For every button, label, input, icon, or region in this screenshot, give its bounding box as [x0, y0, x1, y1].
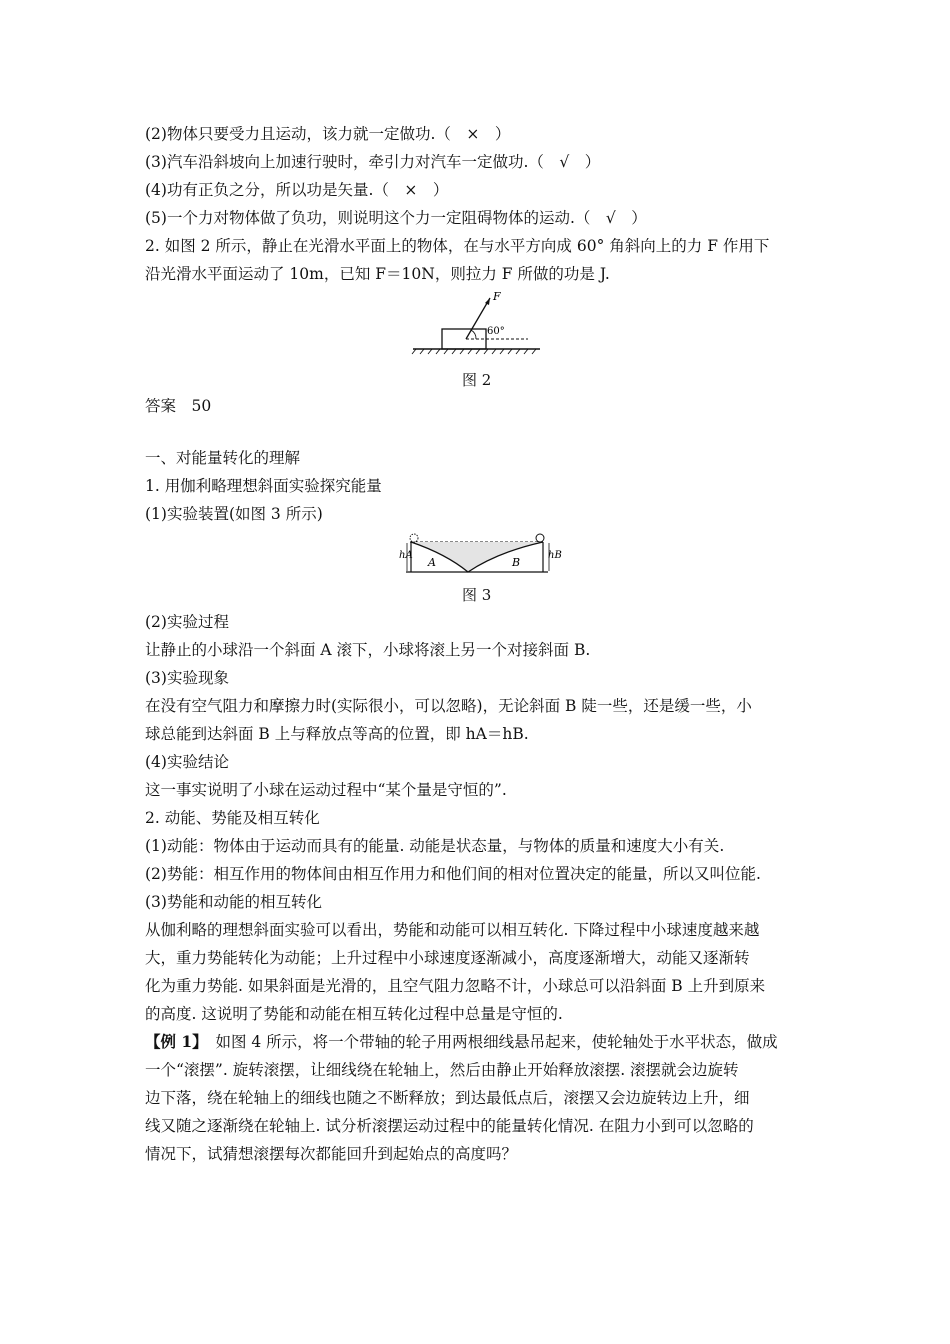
section-heading: 一、对能量转化的理解	[145, 449, 301, 467]
example1-line1-text: 如图 4 所示，将一个带轴的轮子用两根细线悬吊起来，使轮轴处于水平状态，做成	[199, 1033, 778, 1051]
subsection-1-title: 1. 用伽利略理想斜面实验探究能量	[145, 477, 382, 495]
answer-text: 答案 50	[145, 397, 212, 415]
process-text: 让静止的小球沿一个斜面 A 滚下，小球将滚上另一个对接斜面 B.	[145, 641, 591, 659]
block	[442, 329, 486, 349]
hA-label: hA	[399, 550, 413, 561]
ball-end	[536, 534, 544, 542]
example1-line5: 情况下，试猜想滚摆每次都能回升到起始点的高度吗？	[145, 1145, 518, 1163]
figure-2-block-force	[410, 286, 545, 356]
ground-hatch	[412, 349, 536, 354]
mutual-conversion-title: (3)势能和动能的相互转化	[145, 893, 322, 911]
apparatus-title: (1)实验装置(如图 3 所示)	[145, 505, 323, 523]
judge-item-5: (5)一个力对物体做了负功，则说明这个力一定阻碍物体的运动.（ √ ）	[145, 209, 647, 227]
angle-label: 60°	[487, 326, 505, 337]
incline-A-label: A	[428, 556, 436, 569]
problem2-line2: 沿光滑水平面运动了 10m，已知 F＝10N，则拉力 F 所做的功是 J.	[145, 265, 610, 283]
ball-start	[410, 534, 418, 542]
judge-item-4: (4)功有正负之分，所以功是矢量.（ × ）	[145, 181, 449, 199]
mutual-line1: 从伽利略的理想斜面实验可以看出，势能和动能可以相互转化. 下降过程中小球速度越来越	[145, 921, 760, 939]
figure-2-caption: 图 2	[462, 371, 492, 389]
process-title: (2)实验过程	[145, 613, 229, 631]
example1-line1	[145, 1032, 815, 1052]
angle-arc	[471, 330, 476, 339]
kinetic-energy-text: (1)动能：物体由于运动而具有的能量. 动能是状态量，与物体的质量和速度大小有关.	[145, 837, 725, 855]
figure-3-caption: 图 3	[462, 586, 492, 604]
example1-line4: 线又随之逐渐绕在轮轴上. 试分析滚摆运动过程中的能量转化情况. 在阻力小到可以忽略的	[145, 1117, 754, 1135]
conclusion-title: (4)实验结论	[145, 753, 229, 771]
example1-line3: 边下落，绕在轮轴上的细线也随之不断释放；到达最低点后，滚摆又会边旋转边上升，细	[145, 1089, 750, 1107]
phenomenon-line1: 在没有空气阻力和摩擦力时(实际很小，可以忽略)，无论斜面 B 陡一些，还是缓一些，小	[145, 697, 752, 715]
phenomenon-line2: 球总能到达斜面 B 上与释放点等高的位置，即 hA＝hB.	[145, 725, 529, 743]
mutual-line3: 化为重力势能. 如果斜面是光滑的，且空气阻力忽略不计，小球总可以沿斜面 B 上升到原来	[145, 977, 766, 995]
incline-B-label: B	[512, 556, 521, 569]
example-tag: 【例 1】	[145, 1032, 200, 1051]
judge-item-2: (2)物体只要受力且运动，该力就一定做功.（ × ）	[145, 125, 511, 143]
mutual-line2: 大，重力势能转化为动能；上升过程中小球速度逐渐减小，高度逐渐增大，动能又逐渐转	[145, 949, 750, 967]
judge-item-3: (3)汽车沿斜坡向上加速行驶时，牵引力对汽车一定做功.（ √ ）	[145, 153, 601, 171]
conclusion-text: 这一事实说明了小球在运动过程中“某个量是守恒的”.	[145, 781, 507, 799]
problem2-line1: 2. 如图 2 所示，静止在光滑水平面上的物体，在与水平方向成 60° 角斜向上的力 F 作用下	[145, 237, 770, 255]
mutual-line4: 的高度. 这说明了势能和动能在相互转化过程中总量是守恒的.	[145, 1005, 563, 1023]
potential-energy-text: (2)势能：相互作用的物体间由相互作用力和他们间的相对位置决定的能量，所以又叫位能.	[145, 865, 761, 883]
force-label: F	[493, 290, 501, 303]
figure-3-inclines	[398, 528, 560, 578]
hB-label: hB	[548, 550, 562, 561]
example1-line2: 一个“滚摆”. 旋转滚摆，让细线绕在轮轴上，然后由静止开始释放滚摆. 滚摆就会边旋转	[145, 1061, 739, 1079]
subsection-2-title: 2. 动能、势能及相互转化	[145, 809, 320, 827]
phenomenon-title: (3)实验现象	[145, 669, 229, 687]
force-arrowhead	[485, 298, 490, 305]
